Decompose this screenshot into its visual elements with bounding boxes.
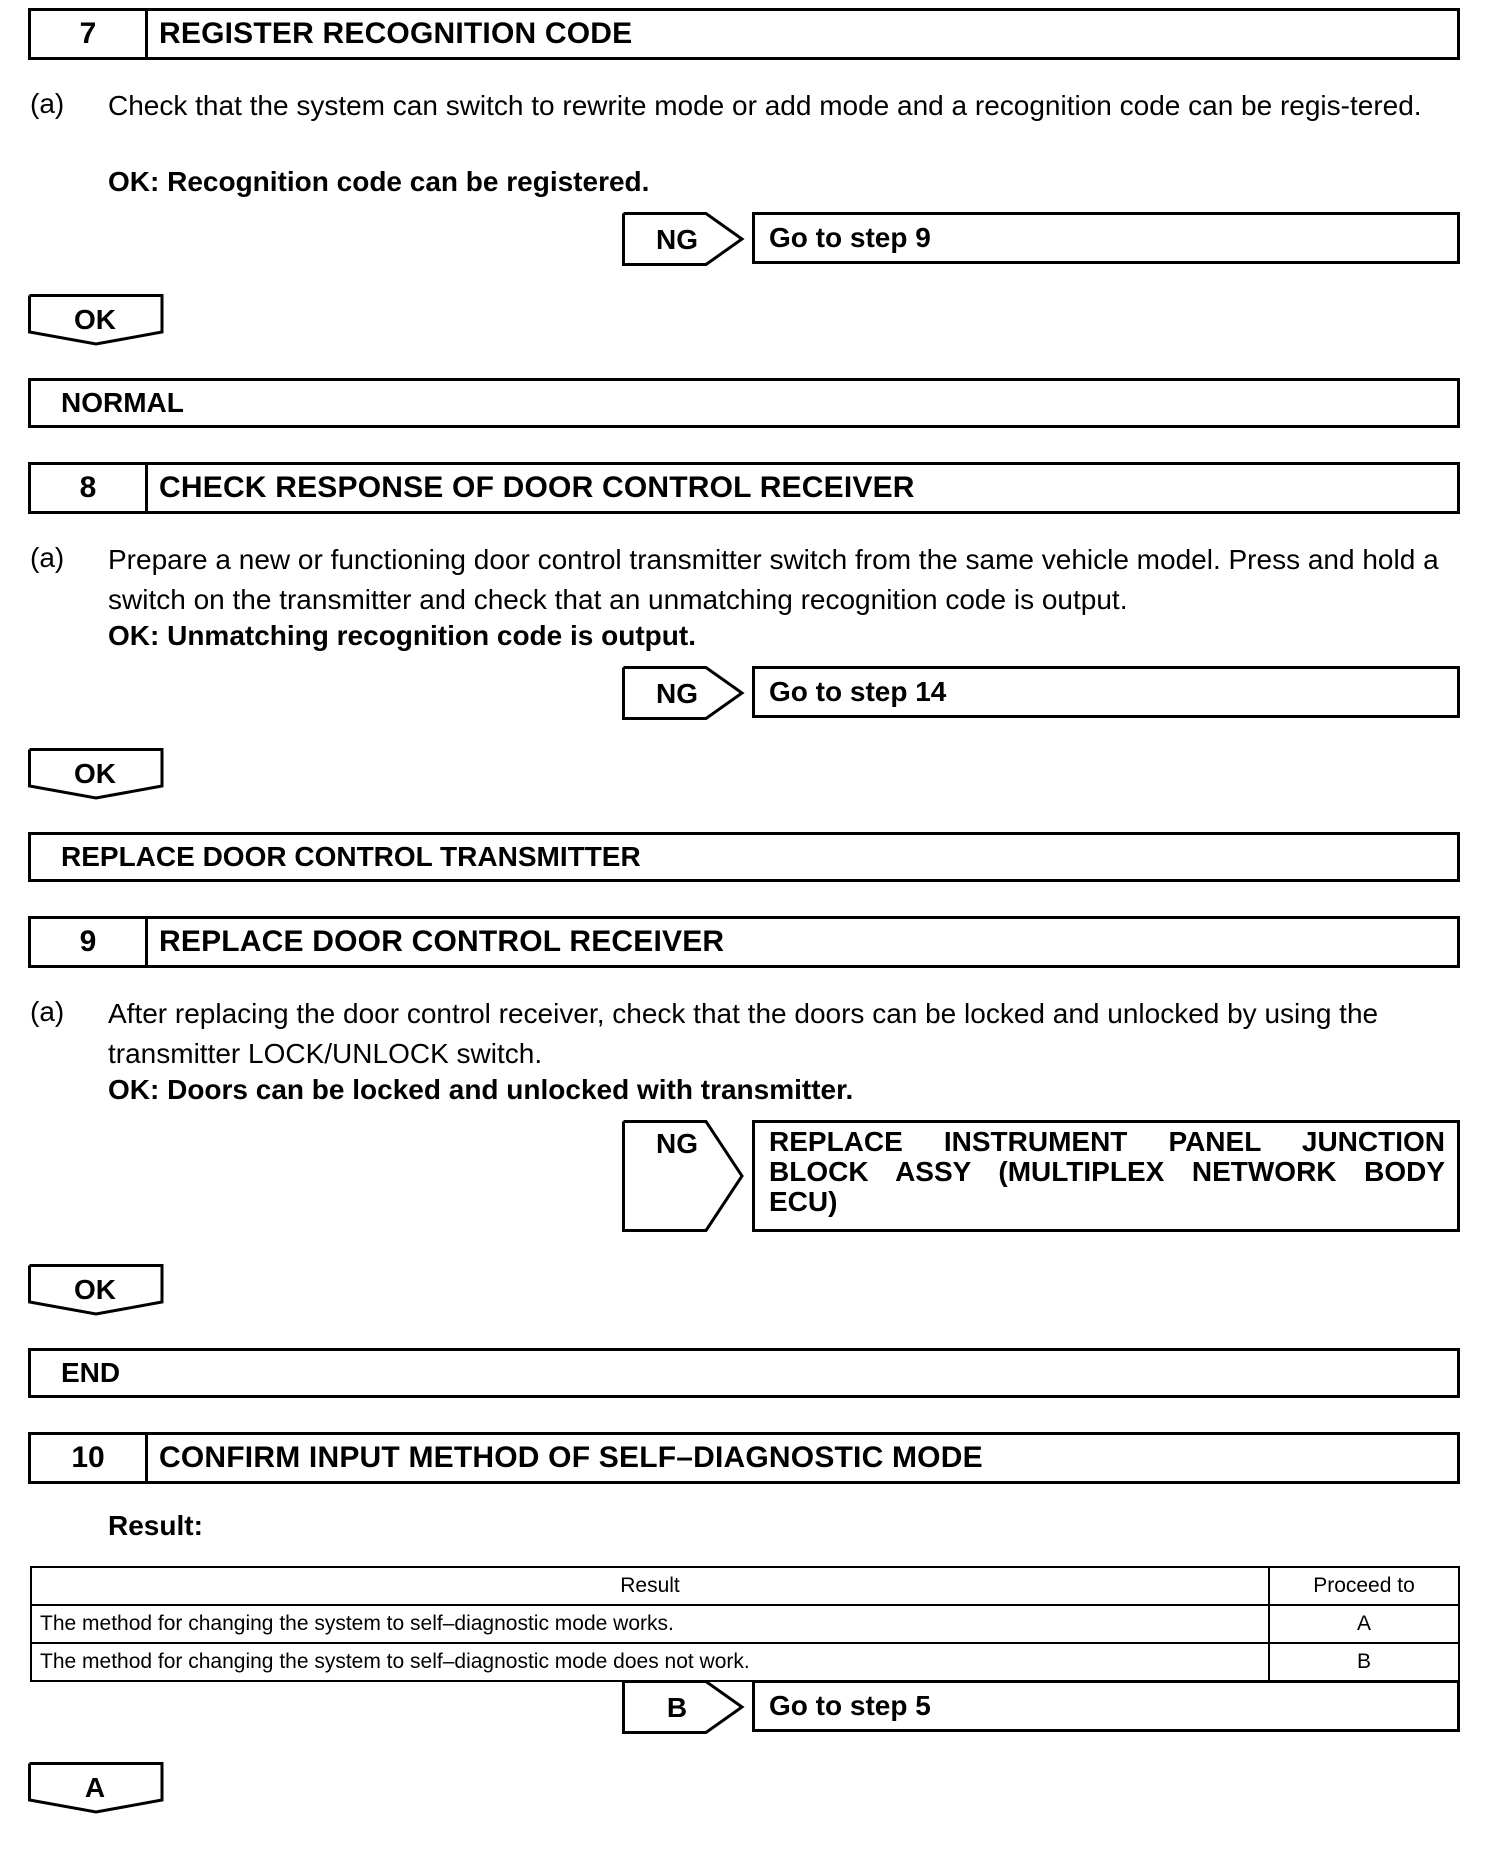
a-tag-label: A (84, 1772, 106, 1803)
result-table (30, 1566, 1460, 1682)
item-text: Check that the system can switch to rewrite mode or add mode and a recognition code can be regis-tered. (108, 90, 1422, 121)
step-10-header (28, 1432, 1460, 1484)
step-number: 8 (31, 465, 148, 511)
table-header-proceed: Proceed to (1269, 1567, 1459, 1605)
item-text: After replacing the door control receiver, check that the doors can be locked and unlocked by using the transmitter LOCK/UNLOCK switch. (108, 998, 1379, 1069)
step-title: REPLACE DOOR CONTROL RECEIVER (159, 925, 725, 958)
ng-target: Go to step 14 (752, 666, 1460, 718)
item-label: (a) (30, 996, 65, 1027)
table-cell-proceed: A (1269, 1605, 1459, 1643)
b-label: B (666, 1692, 688, 1723)
table-row (31, 1643, 1459, 1681)
table-header-result: Result (31, 1567, 1269, 1605)
ok-tag-label: OK (74, 304, 116, 335)
table-header-row (31, 1567, 1459, 1605)
table-cell-result: The method for changing the system to self–diagnostic mode works. (31, 1605, 1269, 1643)
result-box: REPLACE DOOR CONTROL TRANSMITTER (28, 832, 1460, 882)
item-label: (a) (30, 542, 65, 573)
step-number: 9 (31, 919, 148, 965)
step-7-header (28, 8, 1460, 60)
ok-criteria: OK: Unmatching recognition code is output. (108, 620, 696, 651)
step-title: CONFIRM INPUT METHOD OF SELF–DIAGNOSTIC MODE (159, 1441, 983, 1474)
result-box: END (28, 1348, 1460, 1398)
step-number: 10 (31, 1435, 148, 1481)
ng-target: REPLACE INSTRUMENT PANEL JUNCTION BLOCK ASSY (MULTIPLEX NETWORK BODY ECU) (752, 1120, 1460, 1232)
table-cell-proceed: B (1269, 1643, 1459, 1681)
step-title: REGISTER RECOGNITION CODE (159, 17, 633, 50)
ok-tag-label: OK (74, 1274, 116, 1305)
b-target: Go to step 5 (752, 1680, 1460, 1732)
ng-label: NG (656, 224, 698, 255)
item-label: (a) (30, 88, 65, 119)
ng-label: NG (656, 678, 698, 709)
ok-tag-label: OK (74, 758, 116, 789)
step-title: CHECK RESPONSE OF DOOR CONTROL RECEIVER (159, 471, 915, 504)
step-number: 7 (31, 11, 148, 57)
ok-criteria: OK: Recognition code can be registered. (108, 166, 650, 197)
ng-label: NG (656, 1128, 698, 1159)
result-heading: Result: (108, 1510, 203, 1541)
result-box: NORMAL (28, 378, 1460, 428)
step-9-header (28, 916, 1460, 968)
ok-criteria: OK: Doors can be locked and unlocked with transmitter. (108, 1074, 854, 1105)
ng-target: Go to step 9 (752, 212, 1460, 264)
table-row (31, 1605, 1459, 1643)
item-text: Prepare a new or functioning door control transmitter switch from the same vehicle model. Press and hold a switch on the transmitter and check that an unmatching recognition code is output. (108, 544, 1439, 615)
table-cell-result: The method for changing the system to self–diagnostic mode does not work. (31, 1643, 1269, 1681)
step-8-header (28, 462, 1460, 514)
